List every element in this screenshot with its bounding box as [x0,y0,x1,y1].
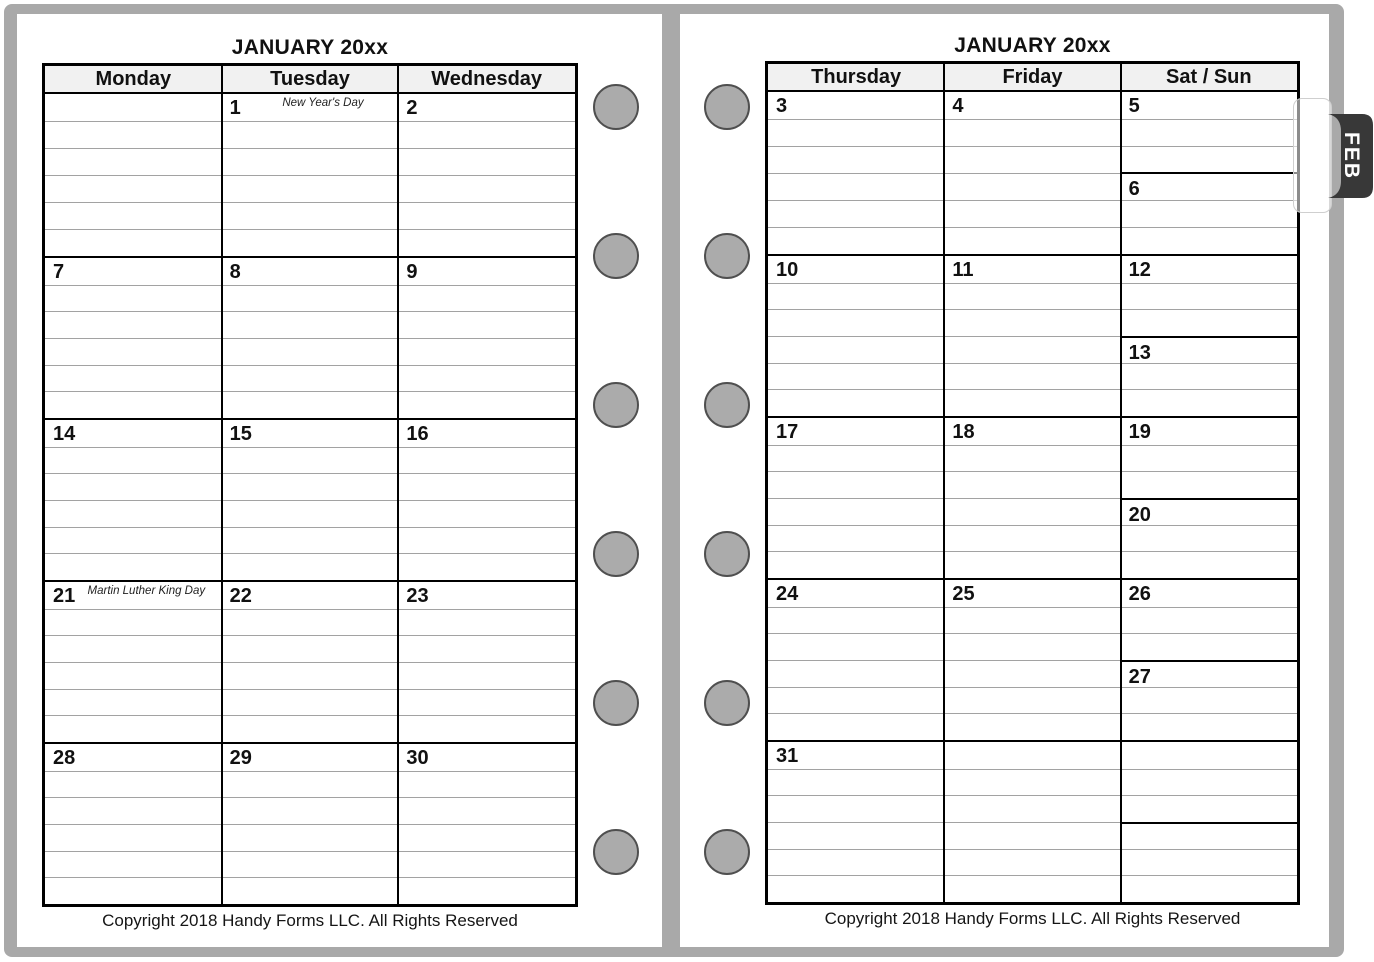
week-row [45,580,575,742]
date-number: 16 [406,423,429,445]
date-number: 19 [1128,421,1151,443]
day-header: Wednesday [431,68,543,90]
column-divider [943,64,945,902]
writing-line [768,389,1297,416]
date-number: 4 [952,95,964,117]
day-header: Monday [95,68,172,90]
day-header: Thursday [811,66,902,88]
satsun-divider [1121,498,1297,501]
writing-line [45,229,575,256]
binder-hole [704,382,750,428]
writing-line [768,660,1297,687]
writing-line [768,633,1297,660]
writing-line [768,525,1297,552]
writing-line [45,797,575,824]
binder-hole [704,829,750,875]
binder-hole [593,531,639,577]
date-number: 8 [229,261,241,283]
date-number: 24 [776,583,799,605]
date-number: 12 [1128,259,1151,281]
writing-line [45,824,575,851]
week-row [45,742,575,904]
writing-line [768,363,1297,390]
writing-line [768,200,1297,227]
calendar-table [765,61,1300,905]
date-number: 26 [1128,583,1151,605]
date-number: 20 [1128,504,1151,526]
writing-line [768,256,1297,283]
writing-line [768,309,1297,336]
writing-line [768,92,1297,119]
date-number: 3 [776,95,788,117]
binder-hole [593,233,639,279]
date-number: 18 [952,421,975,443]
week-row [768,740,1297,902]
writing-line [45,662,575,689]
writing-line [768,173,1297,200]
writing-line [45,744,575,771]
writing-line [45,771,575,798]
week-row [768,578,1297,740]
calendar-body [768,92,1297,902]
binder-hole [704,84,750,130]
holiday-note: Martin Luther King Day [87,585,206,597]
writing-line [768,471,1297,498]
satsun-divider [1121,172,1297,175]
writing-line [768,283,1297,310]
date-number: 13 [1128,342,1151,364]
date-number: 1 [229,97,241,119]
satsun-divider [1121,660,1297,663]
date-number: 5 [1128,95,1140,117]
writing-line [45,365,575,392]
writing-line [768,146,1297,173]
writing-line [768,687,1297,714]
binder-hole [593,680,639,726]
date-number: 31 [776,745,799,767]
feb-month-tab [1328,114,1374,198]
page-title: JANUARY 20xx [954,34,1111,57]
writing-line [45,175,575,202]
date-number: 11 [952,259,974,281]
writing-line [768,713,1297,740]
writing-line [45,877,575,904]
writing-line [45,609,575,636]
tab-label: FEB [1340,132,1363,180]
writing-line [45,851,575,878]
date-number: 22 [229,585,252,607]
writing-line [768,849,1297,876]
writing-line [45,391,575,418]
holiday-note: New Year's Day [282,97,364,109]
writing-line [768,580,1297,607]
writing-line [45,338,575,365]
writing-line [45,473,575,500]
writing-line [45,527,575,554]
writing-line [768,822,1297,849]
copyright-text: Copyright 2018 Handy Forms LLC. All Rights Reserved [824,909,1241,928]
date-number: 28 [53,747,76,769]
week-row [768,92,1297,254]
right-page [680,14,1329,947]
column-divider [221,66,223,904]
page-title: JANUARY 20xx [231,36,389,59]
day-header: Sat / Sun [1166,66,1252,88]
week-row [45,418,575,580]
satsun-divider [1121,336,1297,339]
binder-hole [704,233,750,279]
day-header: Friday [1002,66,1063,88]
writing-line [45,202,575,229]
date-number: 23 [406,585,429,607]
writing-line [768,769,1297,796]
date-number: 25 [952,583,975,605]
column-divider [397,66,399,904]
writing-line [768,418,1297,445]
date-number: 6 [1128,178,1140,200]
date-number: 30 [406,747,429,769]
writing-line [45,121,575,148]
writing-line [768,498,1297,525]
writing-line [45,553,575,580]
week-row [45,94,575,256]
date-number: 15 [229,423,252,445]
week-row [768,254,1297,416]
binder-hole [593,829,639,875]
writing-line [768,795,1297,822]
date-number: 14 [53,423,76,445]
writing-line [45,689,575,716]
date-number: 2 [406,97,418,119]
writing-line [45,715,575,742]
day-header: Tuesday [270,68,350,90]
writing-line [768,875,1297,902]
copyright-text: Copyright 2018 Handy Forms LLC. All Rights Reserved [102,911,518,930]
date-number: 7 [53,261,65,283]
writing-line [45,148,575,175]
writing-line [768,119,1297,146]
writing-line [45,258,575,285]
weekday-header-row [45,66,575,94]
writing-line [45,447,575,474]
date-number: 9 [406,261,418,283]
writing-line [45,311,575,338]
writing-line [768,445,1297,472]
binder-hole [593,84,639,130]
writing-line [45,500,575,527]
writing-line [768,227,1297,254]
writing-line [45,420,575,447]
binder-hole [704,531,750,577]
calendar-body [45,94,575,904]
left-page [17,14,662,947]
week-row [768,416,1297,578]
writing-line [45,635,575,662]
column-divider [1120,64,1122,902]
date-number: 17 [776,421,799,443]
date-number: 27 [1128,666,1151,688]
calendar-table [42,63,578,907]
date-number: 29 [229,747,252,769]
week-row [45,256,575,418]
weekday-header-row [768,64,1297,92]
date-number: 10 [776,259,799,281]
writing-line [768,551,1297,578]
writing-line [45,285,575,312]
binder-hole [704,680,750,726]
writing-line [768,742,1297,769]
satsun-divider [1121,822,1297,825]
date-number: 21 [53,585,76,607]
writing-line [768,607,1297,634]
binder-hole [593,382,639,428]
writing-line [768,336,1297,363]
